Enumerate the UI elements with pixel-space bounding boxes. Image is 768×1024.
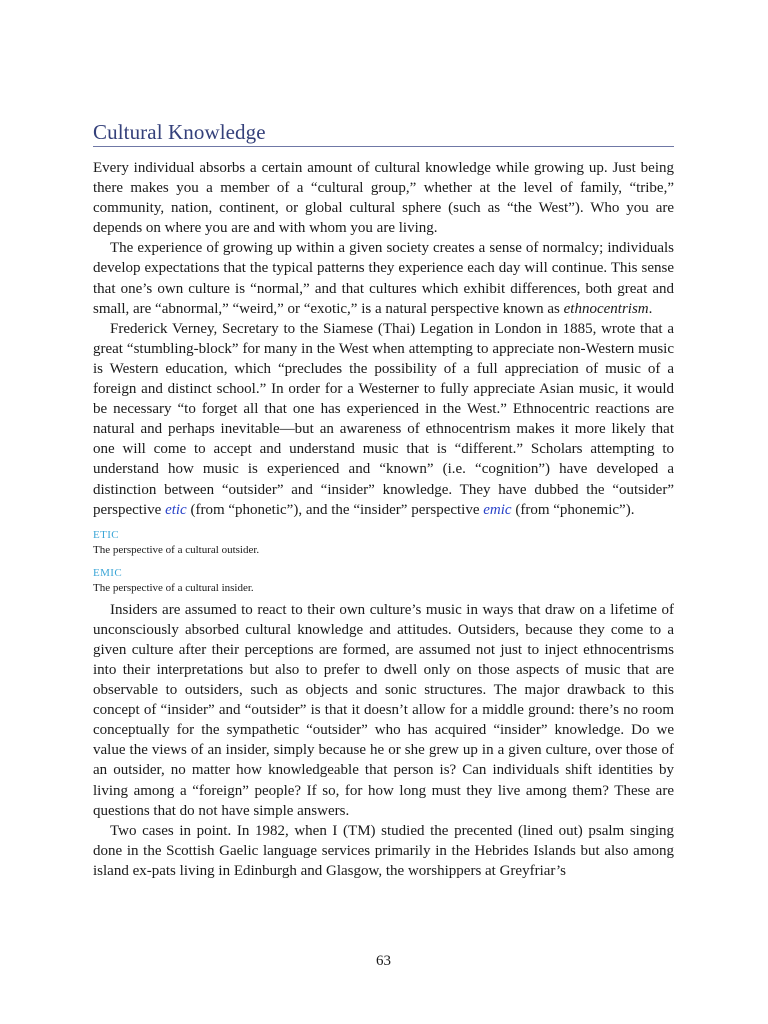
glossary-definition: The perspective of a cultural insider. (93, 581, 254, 594)
emphasis-ethnocentrism: ethnocentrism (563, 300, 649, 317)
paragraph-2-end: . (648, 300, 653, 317)
title-divider (93, 146, 674, 147)
paragraph-2-text: The experience of growing up within a given society creates a sense of normalcy; individuals develop expectations that the typical patterns they experience each day will continue. This sense that one’s own culture is “normal,” and that cultures which exhibit differences, both great and small, are “abnormal,” “weird,” or “exotic,” is a natural perspective known as (93, 240, 674, 317)
paragraph-3 (93, 319, 674, 520)
glossary-definition: The perspective of a cultural outsider. (93, 543, 260, 556)
term-etic-link[interactable]: etic (165, 501, 187, 518)
document-page (93, 0, 674, 1024)
body-text (93, 158, 674, 881)
glossary-entry-emic (93, 566, 674, 596)
glossary-entry-etic (93, 528, 674, 558)
term-emic-link[interactable]: emic (483, 501, 512, 518)
glossary-term: ETIC (93, 528, 120, 541)
paragraph-3-middle: (from “phonetic”), and the “insider” perspective (186, 501, 484, 518)
page-number: 63 (376, 953, 391, 969)
paragraph-4: Insiders are assumed to react to their own culture’s music in ways that draw on a lifetime of unconsciously absorbed cultural knowledge and attitudes. Outsiders, because they come to a given culture after their perceptions are formed, are assumed not just to inject ethnocentrisms into their interpretations but also to prefer to dwell only on those aspects of music that are observable to outsiders, such as objects and sonic structures. The major drawback to this concept of “insider” and “outsider” is that it doesn’t allow for a middle ground: there’s no room conceptually for the sympathetic “outsider” who has acquired “insider” knowledge. Do we value the views of an insider, simply because he or she grew up in a given culture, over those of an outsider, no matter how knowledgeable that person is? Can individuals shift identities by living among a “foreign” people? If so, for how long must they live among them? These are questions that do not have simple answers. (93, 601, 674, 819)
paragraph-5: Two cases in point. In 1982, when I (TM) studied the precented (lined out) psalm singing done in the Scottish Gaelic language services primarily in the Hebrides Islands but also among island ex-pats living in Edinburgh and Glasgow, the worshippers at Greyfriar’s (93, 822, 674, 879)
glossary-term: EMIC (93, 566, 123, 579)
paragraph-2 (93, 238, 674, 318)
paragraph-3-text: Frederick Verney, Secretary to the Siamese (Thai) Legation in London in 1885, wrote that a great “stumbling-block” for many in the West when attempting to appreciate non-Western music is Western education, which “precludes the possibility of a full appreciation of music of a foreign and distinct school.” In order for a Westerner to fully appreciate Asian music, it would be necessary “to forget all that one has experienced in the West.” Ethnocentric reactions are natural and perhaps inevitable—but an awareness of ethnocentrism makes it more likely that one will come to accept and understand music that is “different.” Scholars attempting to understand how music is experienced and “known” (i.e. “cognition”) have developed a distinction between “outsider” and “insider” knowledge. They have dubbed the “outsider” perspective (93, 320, 674, 518)
section-title: Cultural Knowledge (93, 120, 266, 144)
paragraph-3-end: (from “phonemic”). (511, 501, 635, 518)
paragraph-1: Every individual absorbs a certain amount of cultural knowledge while growing up. Just being there makes you a member of a “cultural group,” whether at the level of family, “tribe,” community, nation, continent, or global cultural sphere (such as “the West”). Who you are depends on where you are and with whom you are living. (93, 160, 674, 237)
